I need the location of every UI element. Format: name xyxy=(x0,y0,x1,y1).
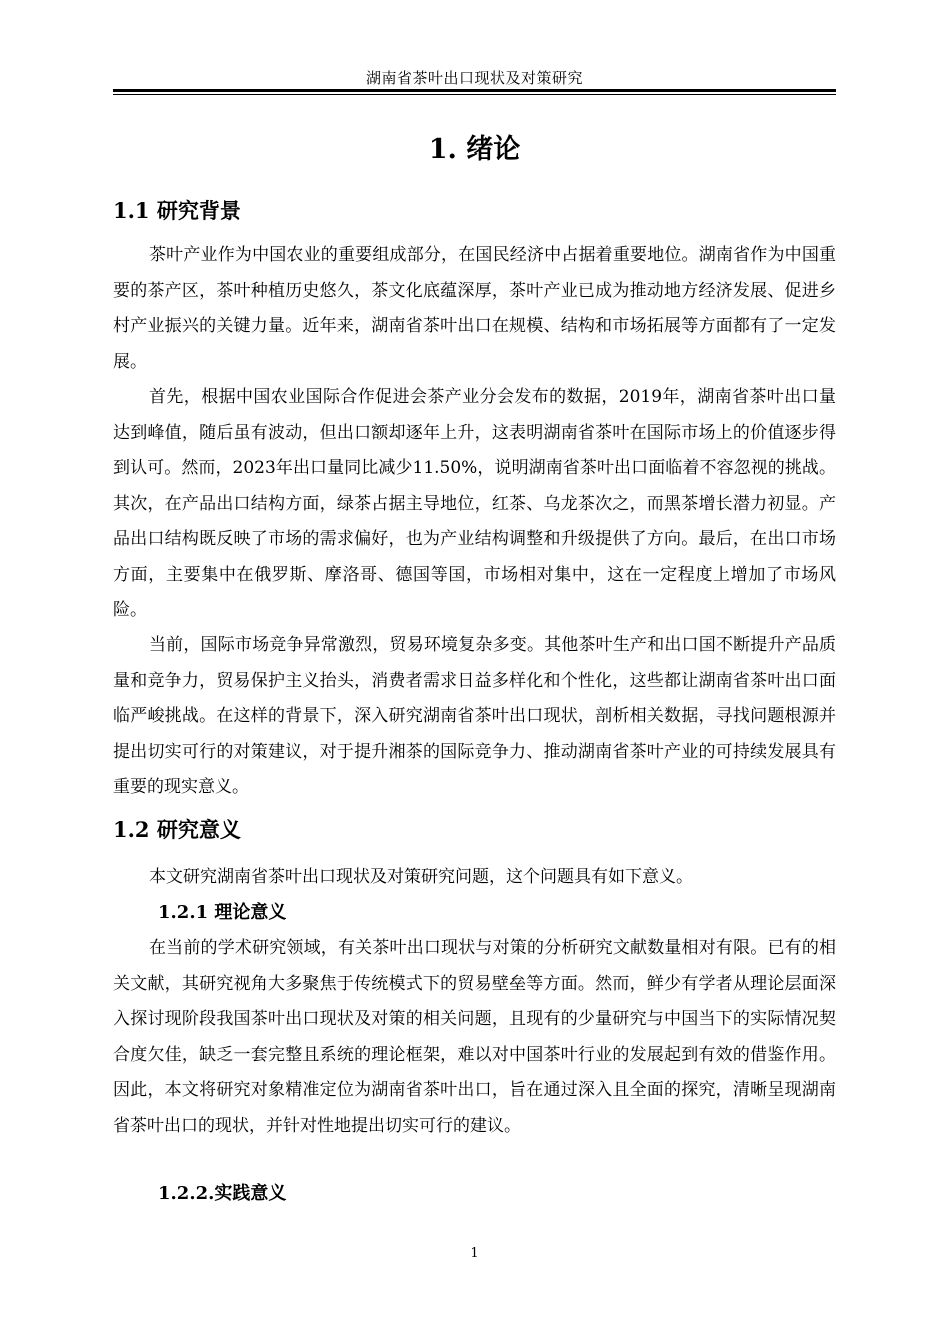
subsection-heading-1-2-2: 1.2.2.实践意义 xyxy=(158,1183,287,1204)
header-rule-thin xyxy=(113,94,836,95)
paragraph-background-2: 首先，根据中国农业国际合作促进会茶产业分会发布的数据，2019年，湖南省茶叶出口量达到峰值，随后虽有波动，但出口额却逐年上升，这表明湖南省茶叶在国际市场上的价值逐步得到认可。然而，2023年出口量同比减少11.50%，说明湖南省茶叶出口面临着不容忽视的挑战。其次，在产品出口结构方面，绿茶占据主导地位，红茶、乌龙茶次之，而黑茶增长潜力初显。产品出口结构既反映了市场的需求偏好，也为产业结构调整和升级提供了方向。最后，在出口市场方面，主要集中在俄罗斯、摩洛哥、德国等国，市场相对集中，这在一定程度上增加了市场风险。 xyxy=(113,387,836,620)
subsection-heading-1-2-1: 1.2.1 理论意义 xyxy=(158,902,287,923)
running-header: 湖南省茶叶出口现状及对策研究 xyxy=(365,69,583,87)
section-heading-1-2: 1.2 研究意义 xyxy=(113,817,241,842)
page-number: 1 xyxy=(470,1246,479,1261)
paragraph-background-3: 当前，国际市场竞争异常激烈，贸易环境复杂多变。其他茶叶生产和出口国不断提升产品质量和竞争力，贸易保护主义抬头，消费者需求日益多样化和个性化，这些都让湖南省茶叶出口面临严峻挑战。在这样的背景下，深入研究湖南省茶叶出口现状，剖析相关数据，寻找问题根源并提出切实可行的对策建议，对于提升湘茶的国际竞争力、推动湖南省茶叶产业的可持续发展具有重要的现实意义。 xyxy=(113,635,836,797)
paragraph-significance-intro: 本文研究湖南省茶叶出口现状及对策研究问题，这个问题具有如下意义。 xyxy=(149,867,693,887)
header-rule-thick xyxy=(113,89,836,92)
paragraph-background-1: 茶叶产业作为中国农业的重要组成部分，在国民经济中占据着重要地位。湖南省作为中国重要的茶产区，茶叶种植历史悠久，茶文化底蕴深厚，茶叶产业已成为推动地方经济发展、促进乡村产业振兴的关键力量。近年来，湖南省茶叶出口在规模、结构和市场拓展等方面都有了一定发展。 xyxy=(113,245,836,372)
chapter-title: 1. 绪论 xyxy=(428,134,521,165)
section-heading-1-1: 1.1 研究背景 xyxy=(113,198,241,223)
paragraph-theoretical-significance: 在当前的学术研究领域，有关茶叶出口现状与对策的分析研究文献数量相对有限。已有的相关文献，其研究视角大多聚焦于传统模式下的贸易壁垒等方面。然而，鲜少有学者从理论层面深入探讨现阶段我国茶叶出口现状及对策的相关问题，且现有的少量研究与中国当下的实际情况契合度欠佳，缺乏一套完整且系统的理论框架，难以对中国茶叶行业的发展起到有效的借鉴作用。因此，本文将研究对象精准定位为湖南省茶叶出口，旨在通过深入且全面的探究，清晰呈现湖南省茶叶出口的现状，并针对性地提出切实可行的建议。 xyxy=(113,938,836,1136)
